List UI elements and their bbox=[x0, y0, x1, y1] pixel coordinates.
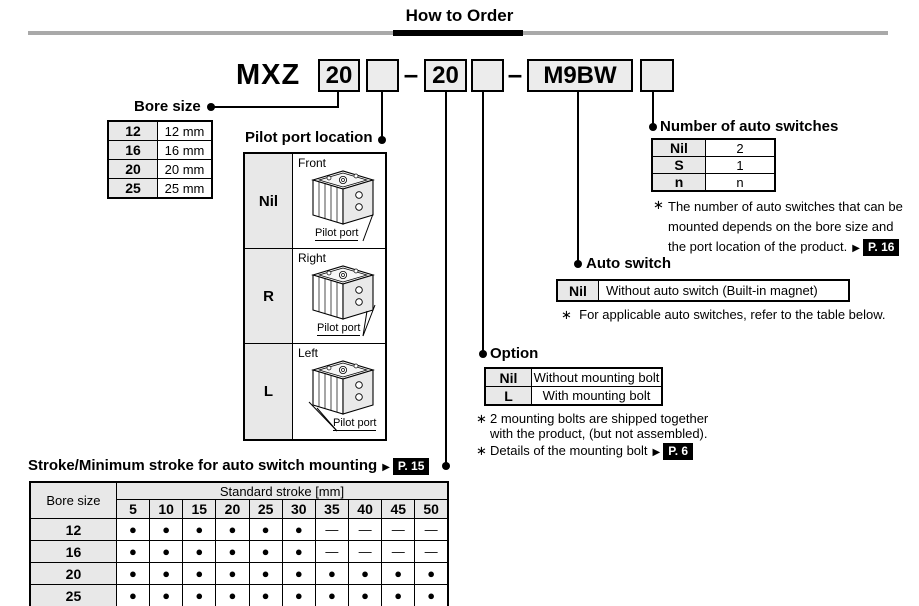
stroke-available-dot: ● bbox=[315, 585, 348, 606]
option-code: L bbox=[485, 387, 532, 406]
stroke-available-dot: ● bbox=[349, 585, 382, 606]
stroke-col-header: 15 bbox=[183, 500, 216, 519]
stroke-col-header: 45 bbox=[382, 500, 415, 519]
stroke-available-dot: ● bbox=[116, 563, 149, 585]
connector-numswitch-bullet bbox=[649, 123, 657, 131]
stroke-available-dot: ● bbox=[150, 541, 183, 563]
stroke-available-dot: ● bbox=[282, 585, 315, 606]
pilot-code: Nil bbox=[244, 153, 293, 249]
stroke-available-dot: ● bbox=[116, 585, 149, 606]
stroke-row-bore: 25 bbox=[30, 585, 116, 606]
stroke-available-dot: ● bbox=[183, 541, 216, 563]
stroke-available-dot: ● bbox=[216, 541, 249, 563]
stroke-col-header: 35 bbox=[315, 500, 348, 519]
note-marker: ∗ bbox=[561, 307, 572, 322]
bore-code: 25 bbox=[108, 179, 158, 199]
stroke-available-dot: ● bbox=[183, 519, 216, 541]
table-row bbox=[652, 174, 775, 192]
table-row bbox=[244, 249, 386, 344]
model-box-pilot bbox=[366, 59, 399, 92]
stroke-row bbox=[30, 541, 448, 563]
pilot-code: L bbox=[244, 344, 293, 441]
bore-size-table bbox=[107, 120, 213, 199]
option-code: Nil bbox=[485, 368, 532, 387]
auto-switch-value: Without auto switch (Built-in magnet) bbox=[599, 280, 850, 301]
stroke-unavailable-dash: — bbox=[415, 541, 448, 563]
stroke-available-dot: ● bbox=[415, 585, 448, 606]
bore-desc: 25 mm bbox=[158, 179, 213, 199]
stroke-available-dot: ● bbox=[282, 519, 315, 541]
connector-pilot-bullet bbox=[378, 136, 386, 144]
pilot-cell-right bbox=[293, 249, 387, 344]
table-row bbox=[652, 157, 775, 174]
page-ref-badge-p16[interactable]: P. 16 bbox=[863, 239, 899, 256]
pilot-port-caption: Pilot port bbox=[317, 322, 361, 334]
stroke-available-dot: ● bbox=[150, 563, 183, 585]
bore-desc: 20 mm bbox=[158, 160, 213, 179]
connector-option-vertical bbox=[482, 92, 484, 354]
stroke-available-dot: ● bbox=[183, 563, 216, 585]
model-box-stroke: 20 bbox=[424, 59, 467, 92]
model-separator-1: – bbox=[403, 59, 419, 89]
stroke-available-dot: ● bbox=[282, 563, 315, 585]
stroke-group-header: Standard stroke [mm] bbox=[116, 482, 448, 500]
stroke-col-header: 10 bbox=[150, 500, 183, 519]
stroke-corner-header: Bore size bbox=[30, 482, 116, 519]
connector-numswitch-vertical bbox=[652, 92, 654, 127]
bore-code: 12 bbox=[108, 121, 158, 141]
stroke-row bbox=[30, 519, 448, 541]
num-switches-note-line: mounted depends on the bore size and bbox=[668, 219, 894, 234]
table-row bbox=[244, 153, 386, 249]
model-box-switch: M9BW bbox=[527, 59, 633, 92]
stroke-available-dot: ● bbox=[349, 563, 382, 585]
title-underline-bar bbox=[393, 30, 523, 36]
page-ref-arrow-icon: ▶ bbox=[652, 447, 661, 458]
model-prefix: MXZ bbox=[236, 59, 301, 91]
stroke-available-dot: ● bbox=[249, 585, 282, 606]
option-note2: Details of the mounting bolt bbox=[490, 443, 648, 458]
stroke-available-dot: ● bbox=[116, 541, 149, 563]
stroke-available-dot: ● bbox=[216, 585, 249, 606]
pilot-port-table bbox=[243, 152, 387, 441]
pilot-position-label: Front bbox=[298, 156, 327, 170]
stroke-row bbox=[30, 563, 448, 585]
stroke-available-dot: ● bbox=[249, 519, 282, 541]
stroke-col-header: 20 bbox=[216, 500, 249, 519]
num-switches-note-line: The number of auto switches that can be bbox=[668, 199, 903, 214]
page-ref-arrow-icon: ▶ bbox=[852, 243, 860, 254]
num-auto-switches-table bbox=[651, 138, 776, 192]
note-marker: ∗ bbox=[476, 411, 487, 426]
stroke-unavailable-dash: — bbox=[315, 519, 348, 541]
connector-autoswitch-bullet bbox=[574, 260, 582, 268]
stroke-available-dot: ● bbox=[282, 541, 315, 563]
num-switches-note-line3: the port location of the product. bbox=[668, 239, 848, 254]
num-switches-note-line bbox=[668, 237, 903, 259]
pilot-cell-front bbox=[293, 153, 387, 249]
page-ref-badge-p15[interactable]: P. 15 bbox=[393, 458, 429, 475]
stroke-unavailable-dash: — bbox=[415, 519, 448, 541]
table-row bbox=[244, 344, 386, 441]
bore-code: 20 bbox=[108, 160, 158, 179]
model-box-option bbox=[471, 59, 504, 92]
switch-qty-code: S bbox=[652, 157, 706, 174]
option-note-line: 2 mounting bolts are shipped together bbox=[490, 411, 709, 426]
stroke-table-body bbox=[30, 519, 448, 606]
stroke-unavailable-dash: — bbox=[382, 541, 415, 563]
table-row bbox=[108, 141, 212, 160]
model-box-bore: 20 bbox=[318, 59, 360, 92]
stroke-col-header: 40 bbox=[349, 500, 382, 519]
stroke-col-header: 30 bbox=[282, 500, 315, 519]
stroke-available-dot: ● bbox=[150, 585, 183, 606]
pilot-port-title: Pilot port location bbox=[245, 129, 373, 146]
table-row bbox=[485, 387, 662, 406]
note-marker: ∗ bbox=[476, 443, 487, 458]
connector-stroke-bullet bbox=[442, 462, 450, 470]
stroke-unavailable-dash: — bbox=[349, 541, 382, 563]
model-separator-2: – bbox=[507, 59, 523, 89]
connector-bore-horizontal bbox=[210, 106, 339, 108]
auto-switch-table bbox=[556, 279, 850, 302]
stroke-unavailable-dash: — bbox=[382, 519, 415, 541]
table-row bbox=[557, 280, 849, 301]
stroke-row-bore: 16 bbox=[30, 541, 116, 563]
stroke-available-dot: ● bbox=[249, 541, 282, 563]
switch-qty-value: 2 bbox=[706, 139, 776, 157]
option-note-line: with the product, (but not assembled). bbox=[490, 426, 708, 441]
stroke-available-dot: ● bbox=[382, 585, 415, 606]
option-value: With mounting bolt bbox=[532, 387, 663, 406]
stroke-available-dot: ● bbox=[183, 585, 216, 606]
stroke-row bbox=[30, 585, 448, 606]
auto-switch-code: Nil bbox=[557, 280, 599, 301]
stroke-available-dot: ● bbox=[216, 563, 249, 585]
bore-desc: 12 mm bbox=[158, 121, 213, 141]
bore-size-title: Bore size bbox=[134, 98, 201, 115]
stroke-available-dot: ● bbox=[249, 563, 282, 585]
stroke-available-dot: ● bbox=[382, 563, 415, 585]
model-box-qty bbox=[640, 59, 674, 92]
stroke-available-dot: ● bbox=[150, 519, 183, 541]
table-row bbox=[485, 368, 662, 387]
stroke-row-bore: 12 bbox=[30, 519, 116, 541]
connector-stroke-vertical bbox=[445, 92, 447, 466]
switch-qty-code: Nil bbox=[652, 139, 706, 157]
pilot-cell-left bbox=[293, 344, 387, 441]
auto-switch-title: Auto switch bbox=[586, 255, 671, 272]
stroke-available-dot: ● bbox=[415, 563, 448, 585]
option-value: Without mounting bolt bbox=[532, 368, 663, 387]
table-row bbox=[108, 121, 212, 141]
pilot-port-caption: Pilot port bbox=[333, 417, 377, 429]
bore-desc: 16 mm bbox=[158, 141, 213, 160]
stroke-row-bore: 20 bbox=[30, 563, 116, 585]
option-table bbox=[484, 367, 663, 406]
stroke-col-header: 50 bbox=[415, 500, 448, 519]
num-auto-switches-title: Number of auto switches bbox=[660, 118, 839, 135]
switch-qty-value: 1 bbox=[706, 157, 776, 174]
page-ref-badge-p6[interactable]: P. 6 bbox=[663, 443, 693, 460]
note-marker: ∗ bbox=[653, 197, 664, 212]
connector-pilot-vertical bbox=[381, 92, 383, 140]
table-row bbox=[30, 482, 448, 500]
table-row bbox=[652, 139, 775, 157]
pilot-port-caption: Pilot port bbox=[315, 227, 359, 239]
page-title: How to Order bbox=[405, 6, 514, 25]
stroke-available-dot: ● bbox=[216, 519, 249, 541]
pilot-position-label: Right bbox=[298, 251, 327, 265]
connector-bore-bullet bbox=[207, 103, 215, 111]
stroke-available-dot: ● bbox=[315, 563, 348, 585]
stroke-unavailable-dash: — bbox=[349, 519, 382, 541]
stroke-unavailable-dash: — bbox=[315, 541, 348, 563]
pilot-code: R bbox=[244, 249, 293, 344]
stroke-available-dot: ● bbox=[116, 519, 149, 541]
option-title: Option bbox=[490, 345, 539, 362]
stroke-section-title: Stroke/Minimum stroke for auto switch mounting bbox=[28, 457, 378, 474]
pilot-position-label: Left bbox=[298, 346, 319, 360]
table-row bbox=[108, 179, 212, 199]
stroke-col-header: 5 bbox=[116, 500, 149, 519]
page-ref-arrow-icon: ▶ bbox=[382, 462, 390, 473]
connector-autoswitch-vertical bbox=[577, 92, 579, 264]
stroke-table bbox=[29, 481, 449, 606]
bore-code: 16 bbox=[108, 141, 158, 160]
stroke-col-header: 25 bbox=[249, 500, 282, 519]
table-row bbox=[108, 160, 212, 179]
auto-switch-note: For applicable auto switches, refer to the table below. bbox=[579, 307, 886, 322]
switch-qty-code: n bbox=[652, 174, 706, 192]
connector-option-bullet bbox=[479, 350, 487, 358]
switch-qty-value: n bbox=[706, 174, 776, 192]
